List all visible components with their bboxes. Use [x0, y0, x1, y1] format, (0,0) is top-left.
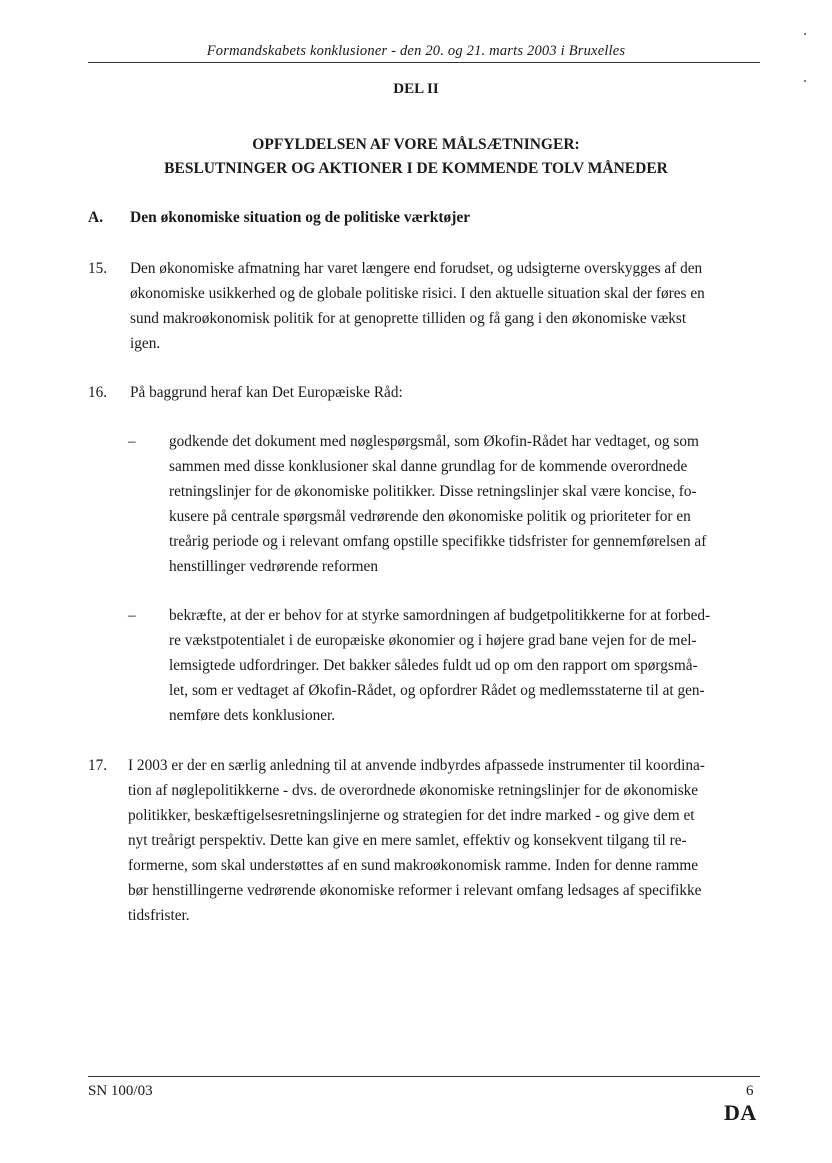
text-line: nyt treårigt perspektiv. Dette kan give en mere samlet, effektiv og konsekvent tilgang til re-	[128, 832, 687, 849]
text-line: nemføre dets konklusioner.	[169, 707, 336, 724]
section-title-line-2: BESLUTNINGER OG AKTIONER I DE KOMMENDE TOLV MÅNEDER	[164, 160, 668, 177]
text-line: Den økonomiske afmatning har varet længere end forudset, og udsigterne overskygges af den	[130, 260, 703, 277]
text-line: tidsfrister.	[128, 907, 190, 924]
text-line: sammen med disse konklusioner skal danne grundlag for de kommende overordnede	[169, 458, 688, 475]
text-line: bekræfte, at der er behov for at styrke samordningen af budgetpolitikkerne for at forbed-	[169, 607, 711, 624]
text-line: retningslinjer for de økonomiske politikker. Disse retningslinjer skal være koncise, fo-	[169, 483, 697, 500]
text-line: økonomiske usikkerhed og de globale politiske risici. I den aktuelle situation skal der føres en	[130, 285, 705, 302]
text-line: lemsigtede udfordringer. Det bakker således fuldt ud op om den rapport om spørgsmå-	[169, 657, 698, 674]
text-line: henstillinger vedrørende reformen	[169, 558, 378, 575]
text-line: tion af nøglepolitikkerne - dvs. de overordnede økonomiske retningslinjer for de økonomiske	[128, 782, 699, 799]
header-rule	[88, 62, 760, 63]
document-reference: SN 100/03	[88, 1083, 153, 1099]
part-title: DEL II	[393, 81, 439, 97]
subheading-text: Den økonomiske situation og de politiske værktøjer	[130, 209, 471, 226]
paragraph-number: 17.	[88, 757, 108, 774]
text-line: På baggrund heraf kan Det Europæiske Råd:	[130, 384, 403, 401]
text-line: I 2003 er der en særlig anledning til at anvende indbyrdes afpassede instrumenter til koordina-	[128, 757, 705, 774]
subheading-letter: A.	[88, 209, 104, 226]
text-line: re vækstpotentialet i de europæiske økonomier og i højere grad bane vejen for de mel-	[169, 632, 697, 649]
text-line: kusere på centrale spørgsmål vedrørende den økonomiske politik og prioriteter for en	[169, 508, 691, 525]
text-line: bør henstillingerne vedrørende økonomiske reformer i relevant omfang ledsages af specifikke	[128, 882, 702, 899]
section-title-line-1: OPFYLDELSEN AF VORE MÅLSÆTNINGER:	[252, 136, 580, 153]
text-line: treårig periode og i relevant omfang opstille specifikke tidsfrister for gennemførelsen af	[169, 533, 707, 550]
text-line: formerne, som skal understøttes af en sund makroøkonomisk ramme. Inden for denne ramme	[128, 857, 699, 874]
language-code: DA	[724, 1100, 757, 1125]
text-line: godkende det dokument med nøglespørgsmål, som Økofin-Rådet har vedtaget, og som	[169, 433, 699, 450]
running-header: Formandskabets konklusioner - den 20. og 21. marts 2003 i Bruxelles	[206, 43, 626, 59]
text-line: politikker, beskæftigelsesretningslinjerne og strategien for det indre marked - og give dem et	[128, 807, 695, 824]
paragraph-number: 16.	[88, 384, 108, 401]
text-line: let, som er vedtaget af Økofin-Rådet, og opfordrer Rådet og medlemsstaterne til at gen-	[169, 682, 705, 699]
bullet-dash: –	[128, 433, 136, 450]
page-number: 6	[746, 1083, 754, 1099]
bullet-dash: –	[128, 607, 136, 624]
footer-rule	[88, 1076, 760, 1077]
paragraph-number: 15.	[88, 260, 108, 277]
text-line: igen.	[130, 335, 161, 352]
text-line: sund makroøkonomisk politik for at genoprette tilliden og få gang i den økonomiske vækst	[130, 310, 687, 327]
scan-speck	[804, 33, 806, 35]
